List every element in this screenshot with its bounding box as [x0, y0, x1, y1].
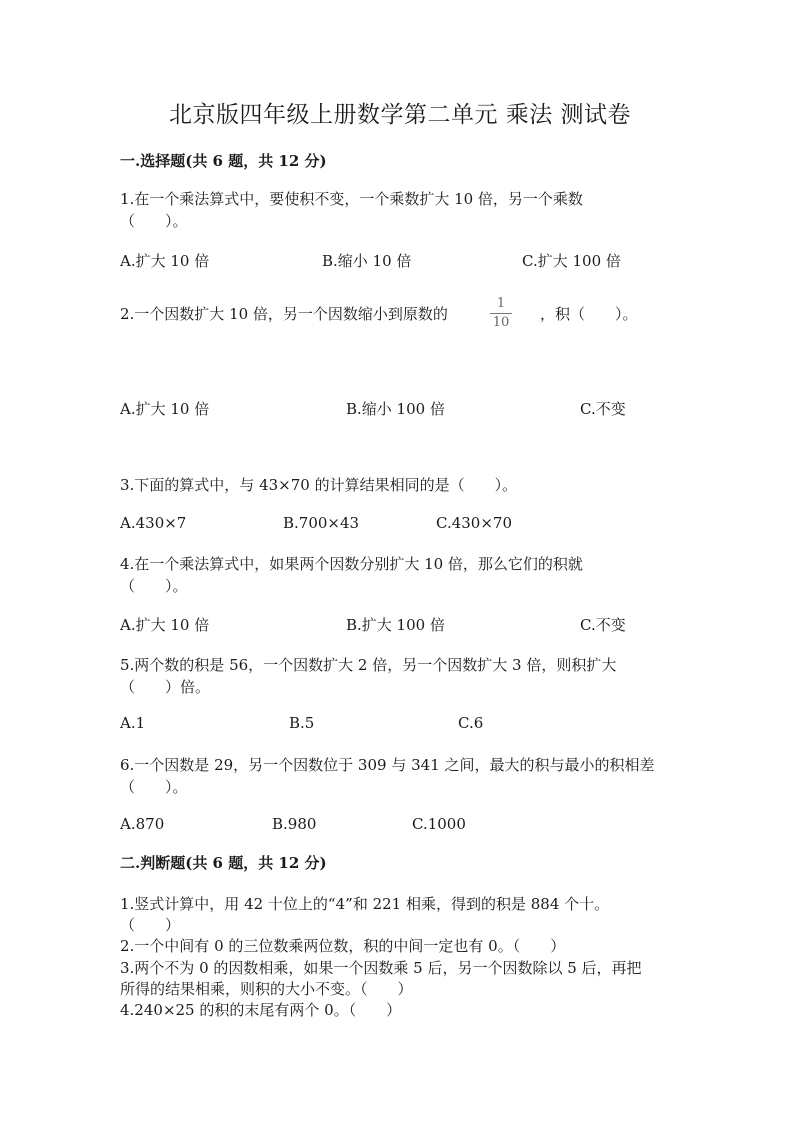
question-6-option-b: B.980	[272, 815, 317, 833]
question-6-option-a: A.870	[120, 815, 165, 833]
question-4-text: 4.在一个乘法算式中，如果两个因数分别扩大 10 倍，那么它们的积就	[120, 555, 583, 573]
question-4-blank: （ ）。	[120, 577, 188, 595]
question-4-option-c: C.不变	[580, 616, 626, 634]
question-2-option-c: C.不变	[580, 400, 626, 418]
question-4-option-b: B.扩大 100 倍	[346, 616, 445, 634]
fraction-bar	[490, 313, 512, 314]
question-5-text: 5.两个数的积是 56，一个因数扩大 2 倍，另一个因数扩大 3 倍，则积扩大	[120, 656, 617, 674]
question-3-text: 3.下面的算式中，与 43×70 的计算结果相同的是（ ）。	[120, 476, 518, 494]
question-1-blank: （ ）。	[120, 212, 188, 230]
question-1-option-a: A.扩大 10 倍	[120, 252, 210, 270]
question-6-blank: （ ）。	[120, 778, 188, 796]
question-5-option-c: C.6	[458, 714, 484, 732]
section-heading-choice: 一.选择题(共 6 题，共 12 分)	[120, 152, 327, 170]
question-3-option-a: A.430×7	[120, 514, 187, 532]
judgment-3-continued: 所得的结果相乘，则积的大小不变。（ ）	[120, 980, 413, 998]
judgment-1-blank: （ ）	[120, 916, 181, 934]
question-6-text: 6.一个因数是 29，另一个因数位于 309 与 341 之间，最大的积与最小的积相差	[120, 756, 655, 774]
question-1-text: 1.在一个乘法算式中，要使积不变，一个乘数扩大 10 倍，另一个乘数	[120, 190, 583, 208]
question-5-option-b: B.5	[289, 714, 315, 732]
fraction-denominator: 10	[492, 315, 510, 330]
judgment-4-text: 4.240×25 的积的末尾有两个 0。（ ）	[120, 1001, 402, 1019]
fraction-one-tenth	[490, 297, 512, 330]
judgment-2-text: 2.一个中间有 0 的三位数乘两位数，积的中间一定也有 0。（ ）	[120, 937, 566, 955]
question-1-option-c: C.扩大 100 倍	[522, 252, 621, 270]
fraction-numerator: 1	[496, 296, 506, 311]
question-1-option-b: B.缩小 10 倍	[322, 252, 412, 270]
question-4-option-a: A.扩大 10 倍	[120, 616, 210, 634]
question-2-option-b: B.缩小 100 倍	[346, 400, 445, 418]
judgment-1-text: 1.竖式计算中，用 42 十位上的“4”和 221 相乘，得到的积是 884 个十。	[120, 895, 610, 913]
question-2-option-a: A.扩大 10 倍	[120, 400, 210, 418]
question-3-option-b: B.700×43	[283, 514, 360, 532]
question-3-option-c: C.430×70	[436, 514, 512, 532]
question-2-text: 2.一个因数扩大 10 倍，另一个因数缩小到原数的	[120, 305, 448, 323]
question-5-option-a: A.1	[120, 714, 146, 732]
question-5-blank: （ ）倍。	[120, 678, 211, 696]
question-6-option-c: C.1000	[412, 815, 466, 833]
section-heading-judgment: 二.判断题(共 6 题，共 12 分)	[120, 854, 327, 872]
judgment-3-text: 3.两个不为 0 的因数相乘，如果一个因数乘 5 后，另一个因数除以 5 后，再把	[120, 959, 642, 977]
page-title: 北京版四年级上册数学第二单元 乘法 测试卷	[168, 102, 632, 128]
question-2-blank: ，积（ ）。	[540, 305, 638, 323]
